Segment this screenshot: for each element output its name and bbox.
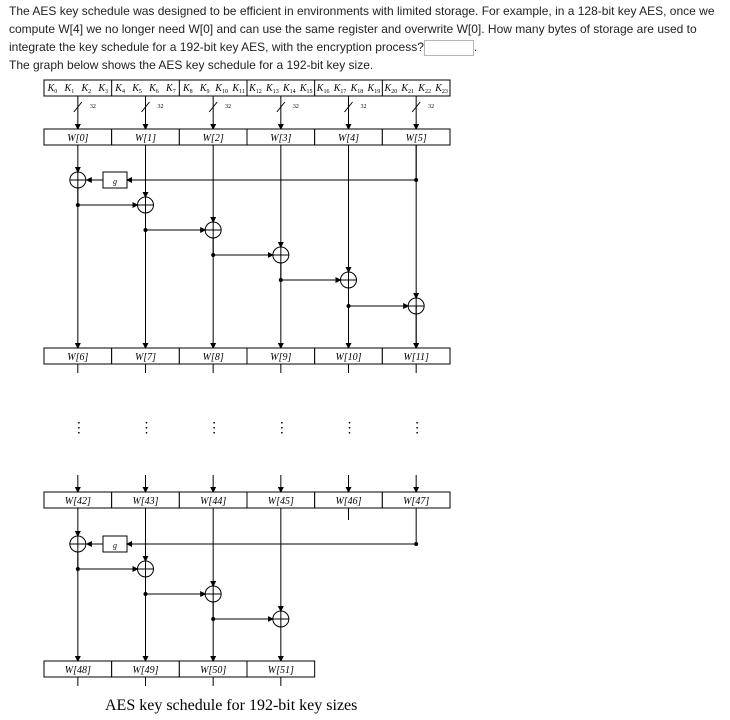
key-byte-label: $K_{21}$ <box>401 83 415 95</box>
word-label: W[5] <box>405 133 427 144</box>
continuation-ellipsis: ⋮ <box>71 421 86 436</box>
key-byte-label: $K_1$ <box>64 83 75 95</box>
key-byte-label: $K_6$ <box>149 83 159 95</box>
continuation-ellipsis: ⋮ <box>207 421 222 436</box>
key-byte-label: $K_7$ <box>166 83 176 95</box>
word-label: W[47] <box>403 496 430 507</box>
key-byte-label: $K_5$ <box>132 83 142 95</box>
key-byte-label: $K_3$ <box>98 83 109 95</box>
key-byte-label: $K_{17}$ <box>333 83 347 95</box>
continuation-ellipsis: ⋮ <box>342 421 357 436</box>
word-label: W[45] <box>267 496 294 507</box>
bus-width-label: 32 <box>89 104 96 110</box>
word-label: W[49] <box>132 665 159 676</box>
continuation-ellipsis: ⋮ <box>274 421 289 436</box>
key-byte-label: $K_{12}$ <box>249 83 262 95</box>
diagram-caption: AES key schedule for 192-bit key sizes <box>105 697 358 714</box>
g-function-label: g <box>113 541 117 550</box>
bus-width-label: 32 <box>225 104 232 110</box>
key-byte-label: $K_{16}$ <box>316 83 330 95</box>
key-byte-label: $K_0$ <box>47 83 58 95</box>
key-byte-label: $K_{20}$ <box>384 83 398 95</box>
word-label: W[7] <box>134 352 157 363</box>
word-label: W[44] <box>200 496 227 507</box>
word-label: W[11] <box>403 352 429 363</box>
key-byte-label: $K_{11}$ <box>232 83 245 95</box>
word-label: W[2] <box>202 133 224 144</box>
question-line-4: The graph below shows the AES key schedule for a 192-bit key size. <box>9 58 374 72</box>
key-byte-label: $K_{19}$ <box>367 83 381 95</box>
word-label: W[48] <box>64 665 91 676</box>
word-label: W[4] <box>337 133 360 144</box>
key-byte-label: $K_9$ <box>199 83 210 95</box>
key-byte-label: $K_{22}$ <box>418 83 431 95</box>
bus-width-label: 32 <box>360 104 367 110</box>
word-label: W[50] <box>200 665 227 676</box>
question-line-1: The AES key schedule was designed to be efficient in environments with limited storage. For example, in a 128-bit key AES, once we <box>9 4 715 18</box>
key-byte-label: $K_{13}$ <box>266 83 279 95</box>
continuation-ellipsis: ⋮ <box>139 421 154 436</box>
key-byte-label: $K_4$ <box>115 83 125 95</box>
key-byte-label: $K_{14}$ <box>282 83 296 95</box>
question-line-2: compute W[4] we no longer need W[0] and can use the same register and overwrite W[0]. How many bytes of storage are used to <box>9 22 697 36</box>
bus-width-label: 32 <box>292 104 299 110</box>
word-label: W[1] <box>134 133 157 144</box>
bus-width-label: 32 <box>157 104 164 110</box>
key-byte-label: $K_{23}$ <box>435 83 448 95</box>
word-label: W[0] <box>67 133 89 144</box>
word-label: W[6] <box>67 352 89 363</box>
word-label: W[10] <box>335 352 362 363</box>
question-line-3-text: integrate the key schedule for a 192-bit key AES, with the encryption process? <box>9 40 424 54</box>
key-byte-label: $K_2$ <box>81 83 92 95</box>
key-byte-label: $K_{18}$ <box>350 83 364 95</box>
continuation-ellipsis: ⋮ <box>410 421 425 436</box>
word-label: W[42] <box>64 496 91 507</box>
g-function-label: g <box>113 177 117 186</box>
bus-width-label: 32 <box>428 104 435 110</box>
word-label: W[9] <box>270 352 292 363</box>
word-label: W[8] <box>202 352 224 363</box>
question-period: . <box>473 40 478 54</box>
word-label: W[46] <box>335 496 362 507</box>
word-label: W[43] <box>132 496 159 507</box>
key-byte-label: $K_{10}$ <box>215 83 228 95</box>
key-byte-label: $K_{15}$ <box>299 83 313 95</box>
word-label: W[51] <box>267 665 294 676</box>
key-byte-label: $K_8$ <box>182 83 193 95</box>
word-label: W[3] <box>270 133 292 144</box>
